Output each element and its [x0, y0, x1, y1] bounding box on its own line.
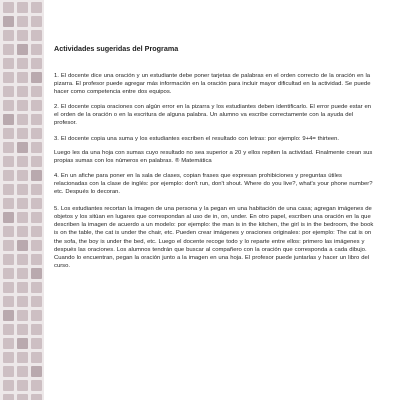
sidebar-square — [31, 338, 42, 349]
sidebar-square — [31, 352, 42, 363]
paragraph-1: 1. El docente dice una oración y un estudiante debe poner tarjetas de palabras en el orden correcto de la oración en la pizarra. El profesor puede agregar más información en la oración para incluir mayor dificultad en la actividad. Se puede hacer como competencia entre dos equipos. — [54, 73, 371, 96]
paragraph-3: 3. El docente copia una suma y los estudiantes escriben el resultado con letras: por ejemplo: 9+4= thirteen. — [54, 135, 340, 142]
document-title: Actividades sugeridas del Programa — [54, 44, 179, 53]
sidebar-square — [3, 114, 14, 125]
sidebar-square — [3, 226, 14, 237]
sidebar-square — [31, 16, 42, 27]
sidebar-square — [31, 128, 42, 139]
sidebar-square — [17, 86, 28, 97]
document-body — [54, 44, 374, 276]
sidebar-square — [3, 352, 14, 363]
sidebar-square — [17, 114, 28, 125]
sidebar-square — [3, 30, 14, 41]
sidebar-square — [17, 142, 28, 153]
sidebar-square — [31, 58, 42, 69]
sidebar-square — [17, 72, 28, 83]
sidebar-square — [3, 128, 14, 139]
sidebar-square — [17, 100, 28, 111]
sidebar-square — [3, 156, 14, 167]
sidebar-square — [17, 44, 28, 55]
sidebar-square — [31, 268, 42, 279]
sidebar-square — [31, 86, 42, 97]
sidebar-square — [3, 16, 14, 27]
sidebar-square — [3, 142, 14, 153]
sidebar-square — [31, 282, 42, 293]
sidebar-square — [31, 156, 42, 167]
sidebar-square — [17, 58, 28, 69]
sidebar-square — [17, 338, 28, 349]
sidebar-square — [31, 30, 42, 41]
sidebar-square — [31, 170, 42, 181]
sidebar-square — [3, 394, 14, 400]
sidebar-square — [31, 100, 42, 111]
sidebar-square — [3, 58, 14, 69]
sidebar-square — [3, 198, 14, 209]
paragraph-2: 2. El docente copia oraciones con algún error en la pizarra y los estudiantes deben identificarlo. El error puede estar en el orden de la oración o en la escritura de alguna palabra. Un alumno va escribe correctamente con la ayuda del profesor. — [54, 104, 372, 127]
sidebar-square — [17, 324, 28, 335]
sidebar-square — [31, 394, 42, 400]
sidebar-square — [31, 212, 42, 223]
sidebar-square — [17, 170, 28, 181]
sidebar-square — [3, 184, 14, 195]
sidebar-square — [17, 2, 28, 13]
paragraph-3-continued: Luego les da una hoja con sumas cuyo resultado no sea superior a 20 y ellos repiten la actividad. Finalmente crean sus propias sumas con los números en palabras. ® Matemática — [54, 149, 373, 164]
sidebar-square — [3, 86, 14, 97]
sidebar-square — [31, 310, 42, 321]
sidebar-square — [31, 380, 42, 391]
sidebar-square — [17, 240, 28, 251]
sidebar-square — [17, 156, 28, 167]
sidebar-square — [31, 142, 42, 153]
sidebar-square — [31, 226, 42, 237]
sidebar-square — [17, 268, 28, 279]
sidebar-square — [3, 170, 14, 181]
sidebar-square — [3, 212, 14, 223]
sidebar-square — [31, 366, 42, 377]
sidebar-square — [17, 310, 28, 321]
sidebar-square — [17, 198, 28, 209]
paragraph-5: 5. Los estudiantes recortan la imagen de una persona y la pegan en una habitación de una casa; agregan imágenes de objetos y los sitúan en lugares que correspondan al uso de in, on, under. En otro papel, escriben una oración en la que describen la imagen de acuerdo a un modelo: por ejemplo: the man is in the kitchen, the girl is in the bedroom, the book is on the table, the cat is under the chair, etc. Pueden crear imágenes y oraciones originales: por ejemplo: The cat is on the sofa, the boy is under the bed, etc. Luego el docente recoge todo y lo reparte entre ellos: primero las imágenes y después las oraciones. Los alumnos tendrán que buscar al compañero con la oración que corresponda a cada dibujo. Cuando lo encuentran, pegan la oración junto a la imagen en una hoja. El profesor puede juntarlas y hacer un libro del curso. — [54, 206, 374, 269]
sidebar-square — [17, 352, 28, 363]
sidebar-square — [31, 254, 42, 265]
sidebar-square — [3, 324, 14, 335]
sidebar-square — [3, 296, 14, 307]
sidebar-square — [31, 324, 42, 335]
sidebar-square — [3, 100, 14, 111]
sidebar-square — [17, 212, 28, 223]
sidebar-square — [17, 282, 28, 293]
paragraph-4: 4. En un afiche para poner en la sala de clases, copian frases que expresan prohibiciones y preguntas útiles relacionadas con la clase de inglés: por ejemplo: don't run, don't shout. Where do you live?, what's your phone number? etc. Después lo decoran. — [54, 172, 373, 196]
sidebar-square — [31, 44, 42, 55]
sidebar-square — [3, 254, 14, 265]
sidebar-square — [31, 2, 42, 13]
sidebar-square — [3, 380, 14, 391]
sidebar-square — [3, 310, 14, 321]
sidebar-square — [17, 394, 28, 400]
sidebar-square — [17, 380, 28, 391]
sidebar-square — [31, 296, 42, 307]
sidebar-square — [31, 198, 42, 209]
sidebar-square — [31, 72, 42, 83]
sidebar-square — [3, 366, 14, 377]
sidebar-square — [17, 226, 28, 237]
sidebar-square — [17, 16, 28, 27]
sidebar-square — [31, 240, 42, 251]
sidebar-square — [17, 128, 28, 139]
sidebar-square — [3, 2, 14, 13]
sidebar-square — [31, 114, 42, 125]
sidebar-square — [3, 268, 14, 279]
sidebar-square — [3, 240, 14, 251]
sidebar-square — [17, 296, 28, 307]
decorative-sidebar — [0, 0, 44, 400]
sidebar-square — [3, 338, 14, 349]
sidebar-square — [3, 282, 14, 293]
sidebar-square — [17, 184, 28, 195]
sidebar-square — [17, 366, 28, 377]
sidebar-square — [17, 30, 28, 41]
sidebar-square — [17, 254, 28, 265]
sidebar-square — [3, 72, 14, 83]
sidebar-square — [3, 44, 14, 55]
sidebar-square — [31, 184, 42, 195]
